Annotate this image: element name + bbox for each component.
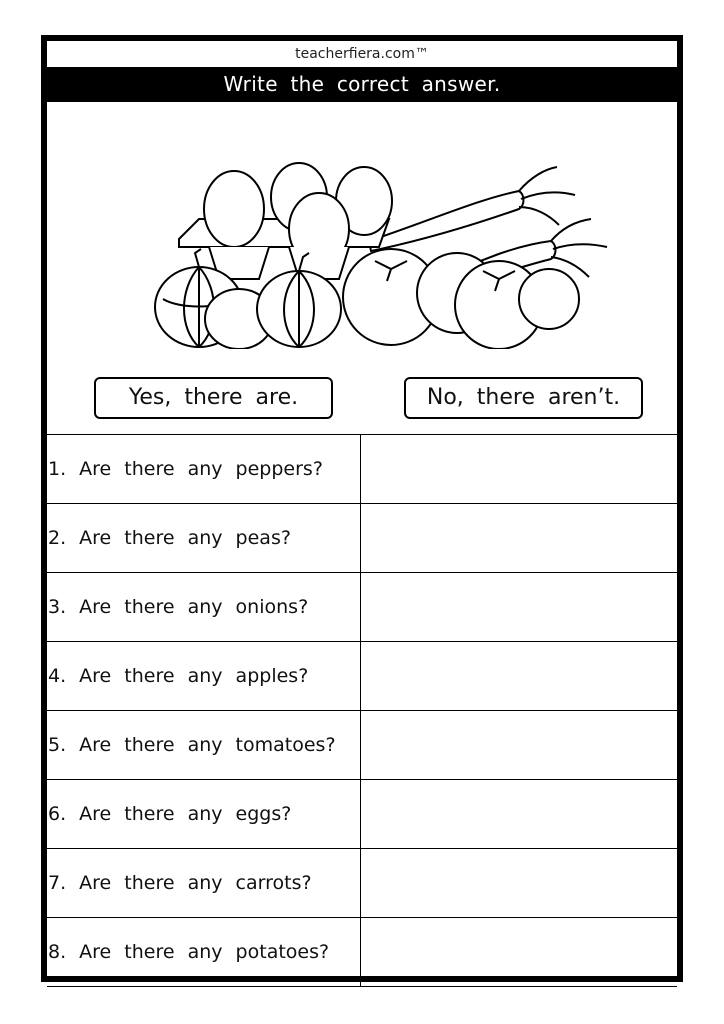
question-text: 5. Are there any tomatoes?	[47, 711, 361, 780]
question-text: 3. Are there any onions?	[47, 573, 361, 642]
table-row	[47, 918, 677, 987]
table-row	[47, 504, 677, 573]
question-text: 8. Are there any potatoes?	[47, 918, 361, 987]
worksheet	[41, 35, 683, 982]
question-text: 7. Are there any carrots?	[47, 849, 361, 918]
question-text: 4. Are there any apples?	[47, 642, 361, 711]
answer-blank[interactable]	[361, 573, 678, 642]
answer-blank[interactable]	[361, 918, 678, 987]
answer-blank[interactable]	[361, 504, 678, 573]
vegetables-illustration	[139, 129, 619, 349]
question-text: 6. Are there any eggs?	[47, 780, 361, 849]
answer-choice-no: No, there aren’t.	[404, 377, 643, 419]
question-text: 1. Are there any peppers?	[47, 435, 361, 504]
answer-choice-yes: Yes, there are.	[94, 377, 333, 419]
table-row	[47, 849, 677, 918]
answer-blank[interactable]	[361, 849, 678, 918]
table-row	[47, 573, 677, 642]
table-row	[47, 435, 677, 504]
tomato-illustration	[343, 249, 579, 349]
answer-blank[interactable]	[361, 711, 678, 780]
answer-blank[interactable]	[361, 780, 678, 849]
table-row	[47, 711, 677, 780]
site-name: teacherfiera.com™	[295, 46, 429, 62]
instruction-banner: Write the correct answer.	[47, 67, 677, 102]
questions-table	[47, 434, 677, 987]
answer-blank[interactable]	[361, 642, 678, 711]
table-row	[47, 642, 677, 711]
question-text: 2. Are there any peas?	[47, 504, 361, 573]
answer-blank[interactable]	[361, 435, 678, 504]
table-row	[47, 780, 677, 849]
